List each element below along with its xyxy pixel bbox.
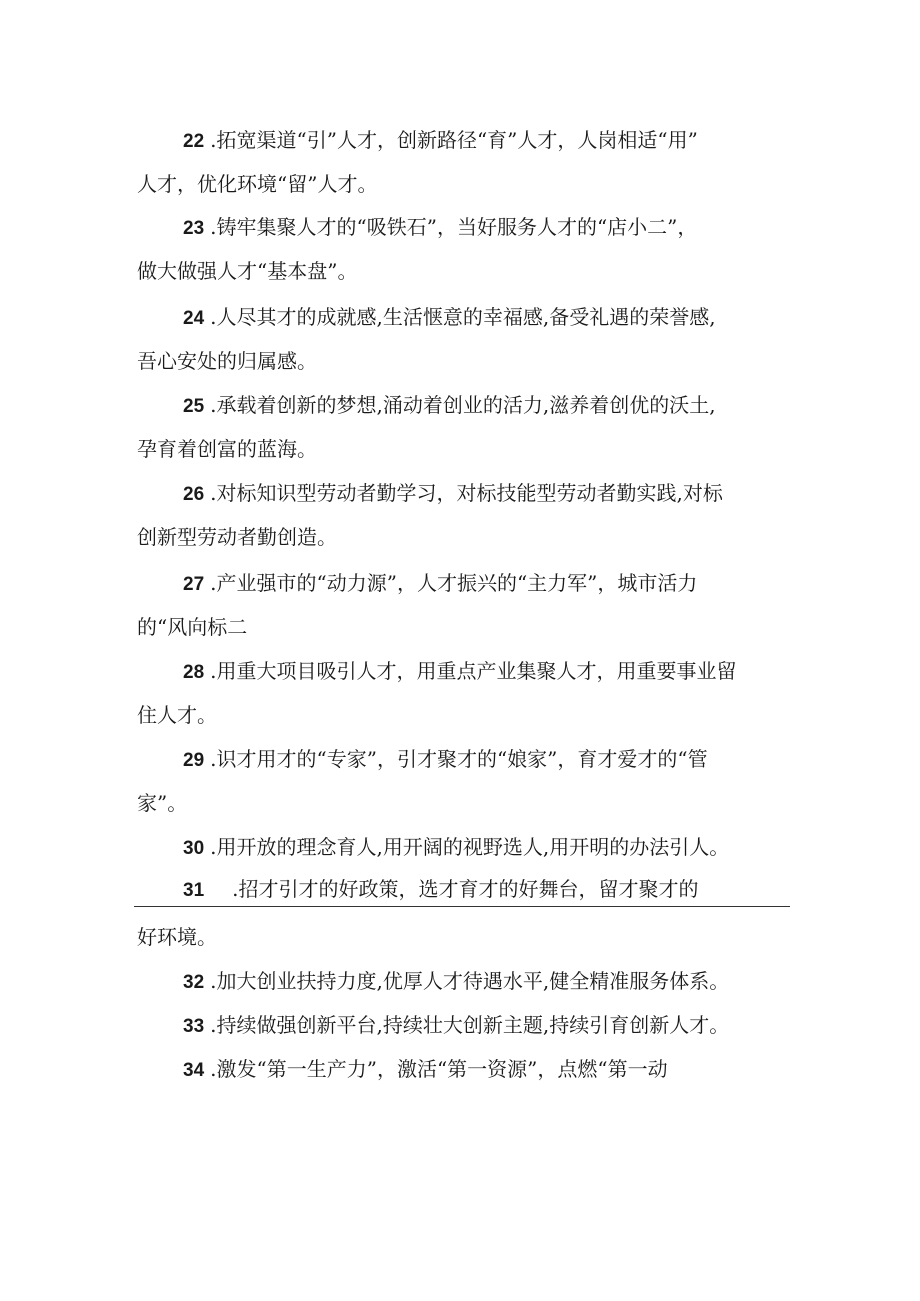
item-continuation: 孕育着创富的蓝海。 [137, 437, 317, 461]
item-continuation: 创新型劳动者勤创造。 [137, 525, 337, 549]
item-first-line [183, 478, 723, 508]
item-first-line [183, 212, 697, 242]
item-number: 25 [183, 396, 205, 417]
item-continuation: 做大做强人才“基本盘”。 [137, 259, 358, 283]
item-continuation: 吾心安处的归属感。 [137, 349, 317, 373]
item-text: .持续做强创新平台,持续壮大创新主题,持续引育创新人才。 [210, 1013, 730, 1037]
item-first-line [183, 1054, 668, 1084]
item-text: .激发“第一生产力”，激活“第一资源”，点燃“第一动 [210, 1057, 668, 1081]
item-number: 29 [183, 750, 205, 771]
item-first-line [183, 744, 708, 774]
item-text: .加大创业扶持力度,优厚人才待遇水平,健全精准服务体系。 [210, 969, 730, 993]
item-text: .用开放的理念育人,用开阔的视野选人,用开明的办法引人。 [210, 835, 730, 859]
item-first-line [183, 390, 716, 420]
item-number: 27 [183, 574, 205, 595]
item-first-line [183, 302, 716, 332]
item-text: .对标知识型劳动者勤学习，对标技能型劳动者勤实践,对标 [210, 481, 723, 505]
item-number: 23 [183, 218, 205, 239]
item-number: 24 [183, 308, 205, 329]
item-continuation: 的“风向标二 [137, 615, 248, 639]
item-first-line [183, 1010, 729, 1040]
item-number: 32 [183, 972, 205, 993]
item-number: 33 [183, 1016, 205, 1037]
item-text: .铸牢集聚人才的“吸铁石”，当好服务人才的“店小二”， [210, 215, 698, 239]
item-text: .承载着创新的梦想,涌动着创业的活力,滋养着创优的沃土, [210, 393, 716, 417]
item-number: 28 [183, 662, 205, 683]
item-continuation: 人才，优化环境“留”人才。 [137, 172, 378, 196]
item-number: 22 [183, 131, 205, 152]
item-first-line [183, 874, 699, 904]
item-continuation: 家”。 [137, 791, 188, 815]
horizontal-rule [134, 906, 790, 907]
item-text: .用重大项目吸引人才，用重点产业集聚人才，用重要事业留 [210, 659, 737, 683]
item-number: 30 [183, 838, 205, 859]
item-first-line [183, 966, 729, 996]
item-first-line [183, 125, 698, 155]
item-text: .产业强市的“动力源”，人才振兴的“主力军”，城市活力 [210, 571, 698, 595]
item-first-line [183, 568, 697, 598]
item-continuation: 住人才。 [137, 703, 217, 727]
item-text: .招才引才的好政策，选才育才的好舞台，留才聚才的 [232, 877, 699, 901]
item-text: .拓宽渠道“引”人才，创新路径“育”人才，人岗相适“用” [210, 128, 698, 152]
item-number: 34 [183, 1060, 205, 1081]
item-text: .人尽其才的成就感,生活惬意的幸福感,备受礼遇的荣誉感, [210, 305, 716, 329]
item-text: .识才用才的“专家”，引才聚才的“娘家”，育才爱才的“管 [210, 747, 708, 771]
item-first-line [183, 656, 737, 686]
item-number: 31 [183, 880, 205, 901]
item-first-line [183, 832, 729, 862]
item-continuation: 好环境。 [137, 925, 217, 949]
item-number: 26 [183, 484, 205, 505]
